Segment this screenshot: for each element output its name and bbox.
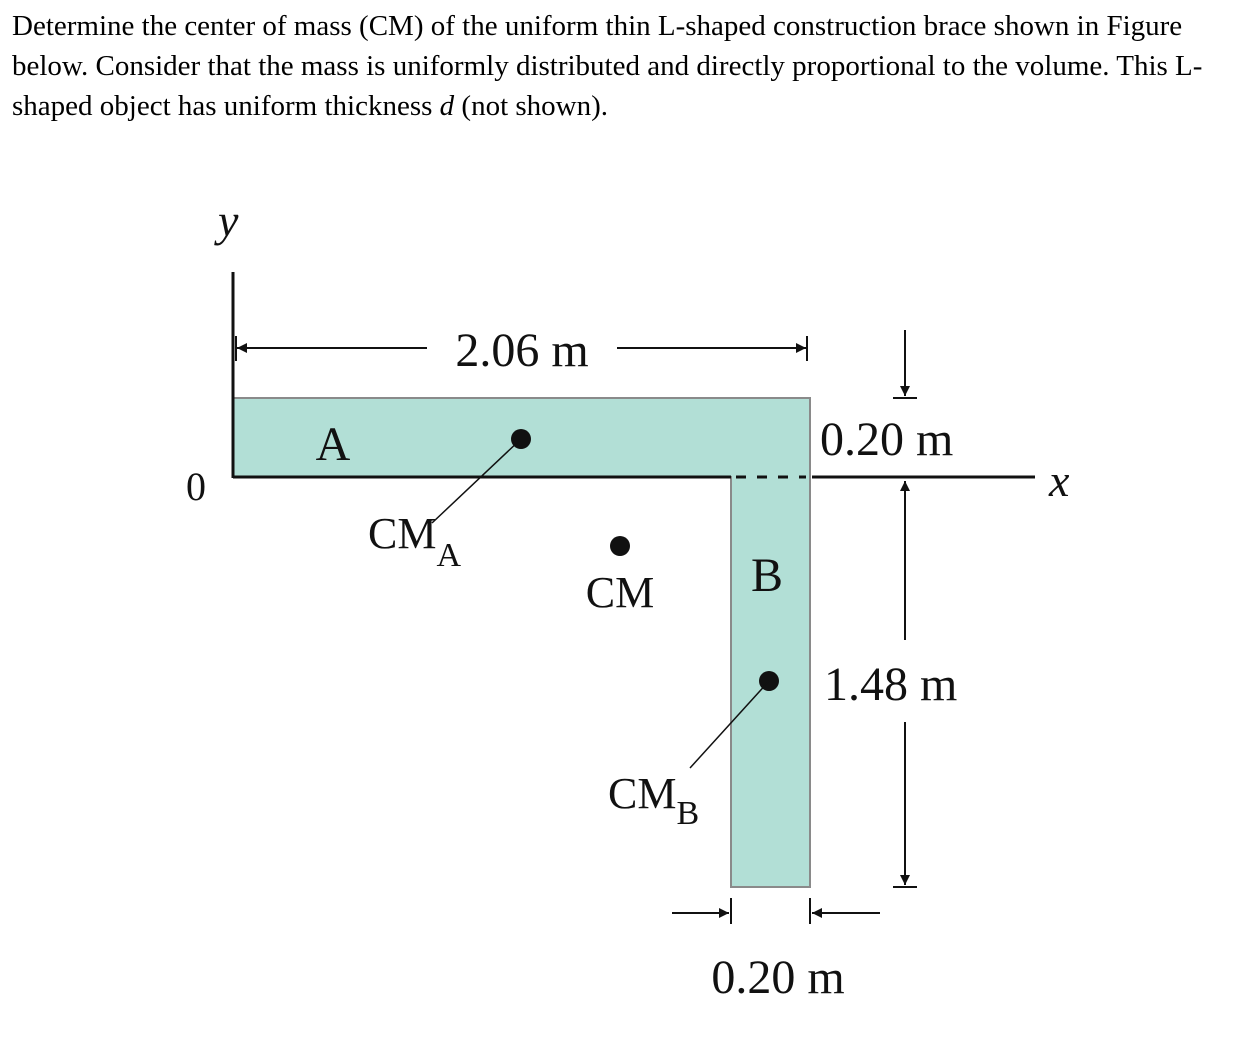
cm-a-label-sub: A (436, 537, 462, 574)
dim-bottom-width-label: 0.20 m (711, 951, 845, 1004)
cm-b-label (608, 769, 699, 832)
thickness-variable: d (439, 90, 455, 122)
cm-label: CM (585, 568, 655, 617)
part-b-label: B (750, 549, 784, 602)
l-brace-shape (233, 398, 810, 887)
axis-x-label: x (1049, 455, 1070, 506)
cm-a-label (368, 509, 461, 574)
part-a-label: A (315, 418, 351, 471)
axis-y-label: y (218, 195, 239, 246)
cm-a-label-main: CM (368, 509, 437, 558)
dim-top-thickness-label: 0.20 m (820, 413, 954, 466)
origin-label: 0 (186, 464, 206, 509)
cm-b-label-main: CM (608, 769, 677, 818)
problem-text-after: (not shown). (454, 90, 609, 122)
dim-top-length-label: 2.06 m (455, 324, 589, 377)
problem-text-before: Determine the center of mass (CM) of the uniform thin L-shaped construction brace shown in Figure below. Consider that the mass is uniformly distributed and directly proportional to the volume. This L-shaped object has uniform thickness (12, 10, 1203, 122)
cm-dot (610, 536, 630, 556)
dim-vertical-length-label: 1.48 m (824, 658, 958, 711)
cm-b-label-sub: B (676, 795, 700, 832)
